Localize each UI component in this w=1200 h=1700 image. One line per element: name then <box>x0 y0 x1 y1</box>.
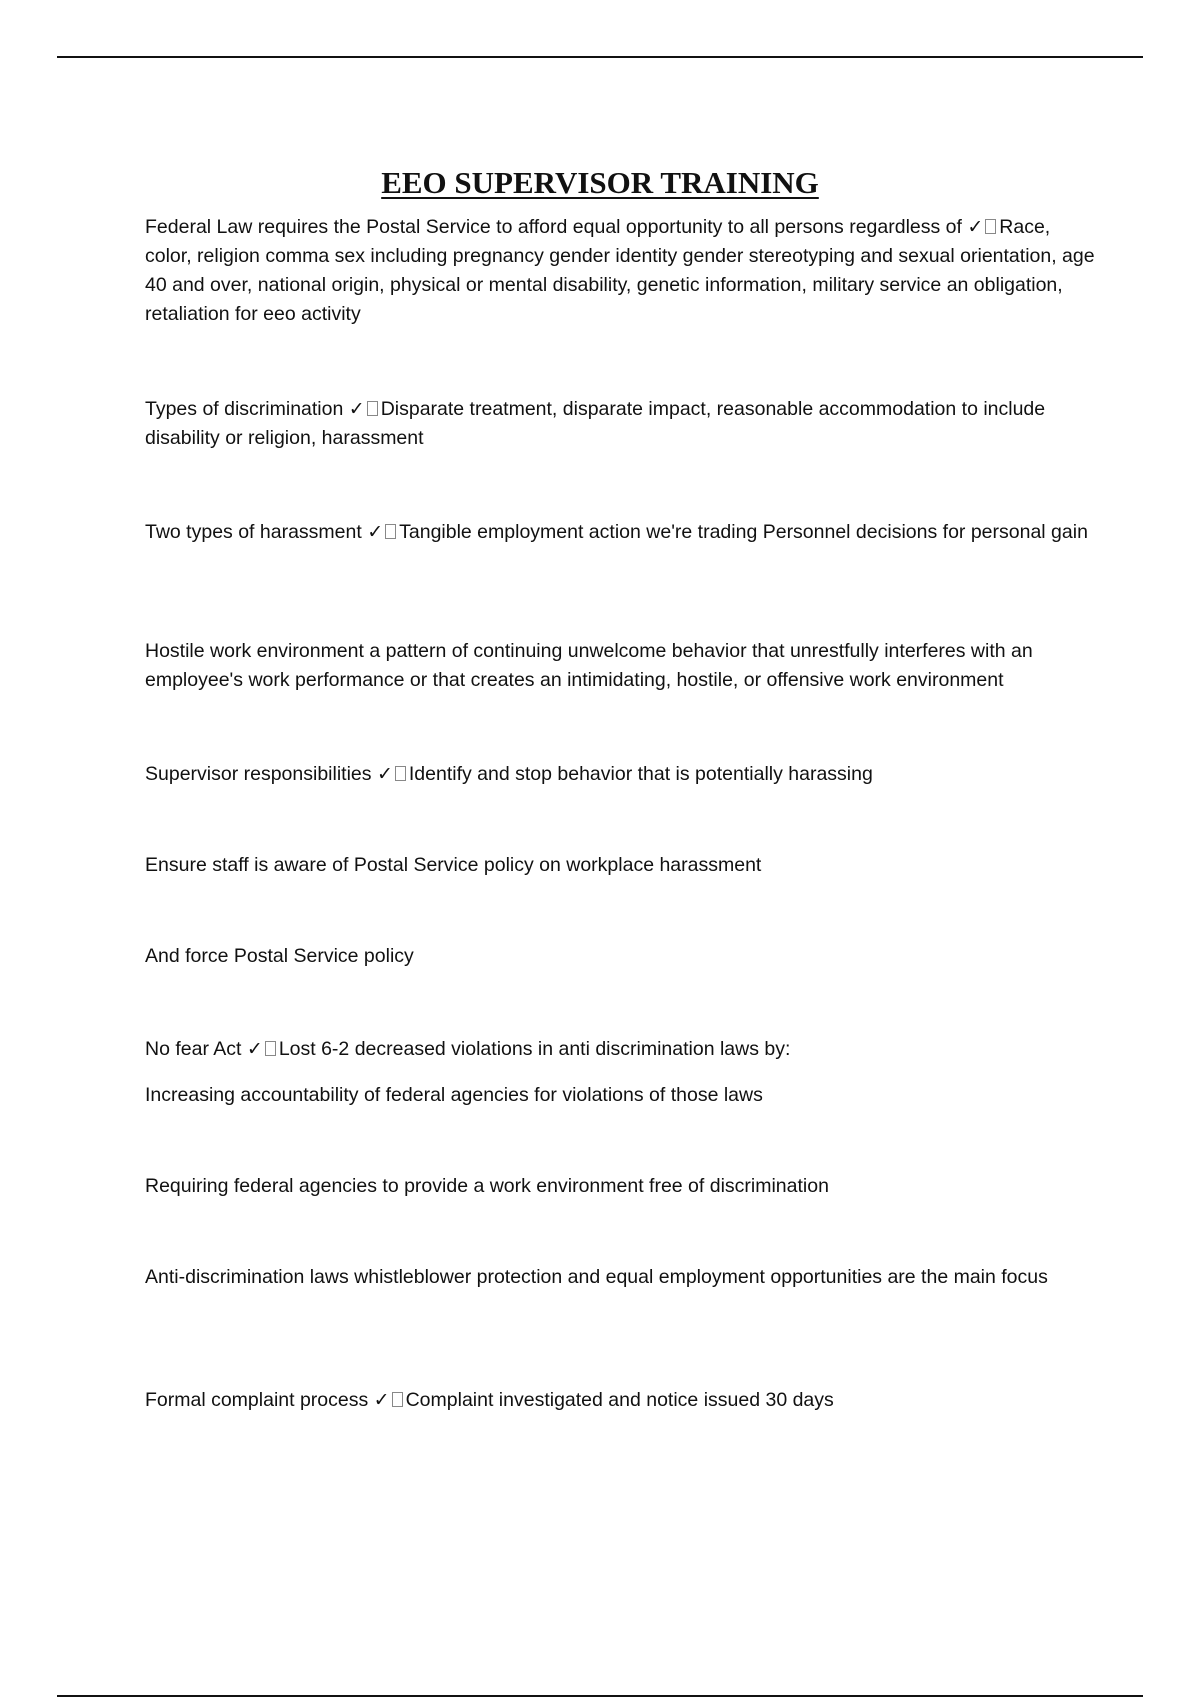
check-icon: ✓ <box>246 1038 263 1060</box>
item-answer: Lost 6-2 decreased violations in anti discrimination laws by: <box>278 1038 791 1060</box>
item-term: Types of discrimination <box>145 398 344 420</box>
placeholder-box-icon <box>392 1392 403 1407</box>
item-answer: Identify and stop behavior that is potentially harassing <box>408 763 873 785</box>
text-ensure-staff-aware: Ensure staff is aware of Postal Service policy on workplace harassment <box>145 854 762 876</box>
placeholder-box-icon <box>367 401 378 416</box>
qa-item-federal-law <box>145 213 1095 329</box>
text-anti-discrimination-laws: Anti-discrimination laws whistleblower protection and equal employment opportunities are the main focus <box>145 1266 1048 1288</box>
text-hostile-work-environment: Hostile work environment a pattern of continuing unwelcome behavior that unrestfully interferes with an employee's work performance or that creates an intimidating, hostile, or offensive work environment <box>145 640 1033 691</box>
item-term: No fear Act <box>145 1038 242 1060</box>
placeholder-box-icon <box>265 1041 276 1056</box>
qa-item-formal-complaint-process <box>145 1386 1095 1415</box>
item-term: Supervisor responsibilities <box>145 763 372 785</box>
text-enforce-policy: And force Postal Service policy <box>145 945 414 967</box>
check-icon: ✓ <box>348 398 365 420</box>
item-answer: Tangible employment action we're trading Personnel decisions for personal gain <box>399 521 1088 543</box>
placeholder-box-icon <box>395 766 406 781</box>
item-answer: Disparate treatment, disparate impact, reasonable accommodation to include disability or religion, harassment <box>145 398 1046 449</box>
text-increasing-accountability: Increasing accountability of federal agencies for violations of those laws <box>145 1084 763 1106</box>
item-term: Formal complaint process <box>145 1389 369 1411</box>
item-term: Federal Law requires the Postal Service to afford equal opportunity to all persons regardless of <box>145 216 962 238</box>
check-icon: ✓ <box>373 1389 390 1411</box>
check-icon: ✓ <box>967 216 984 238</box>
qa-item-two-types-of-harassment <box>145 518 1095 547</box>
item-answer: Complaint investigated and notice issued 30 days <box>405 1389 834 1411</box>
qa-item-types-of-discrimination <box>145 395 1095 453</box>
page-title: EEO SUPERVISOR TRAINING <box>381 164 819 200</box>
placeholder-box-icon <box>385 524 396 539</box>
placeholder-box-icon <box>985 219 996 234</box>
bottom-divider <box>57 1695 1143 1697</box>
item-term: Two types of harassment <box>145 521 362 543</box>
text-requiring-federal-agencies: Requiring federal agencies to provide a work environment free of discrimination <box>145 1175 829 1197</box>
qa-item-supervisor-responsibilities <box>145 760 1095 789</box>
top-divider <box>57 56 1143 58</box>
check-icon: ✓ <box>367 521 384 543</box>
item-answer: Race, color, religion comma sex including pregnancy gender identity gender stereotyping and sexual orientation, age 40 and over, national origin, physical or mental disability, genetic information, military service an obligation, retaliation for eeo activity <box>145 216 1095 325</box>
check-icon: ✓ <box>376 763 393 785</box>
qa-item-no-fear-act <box>145 1035 1095 1064</box>
